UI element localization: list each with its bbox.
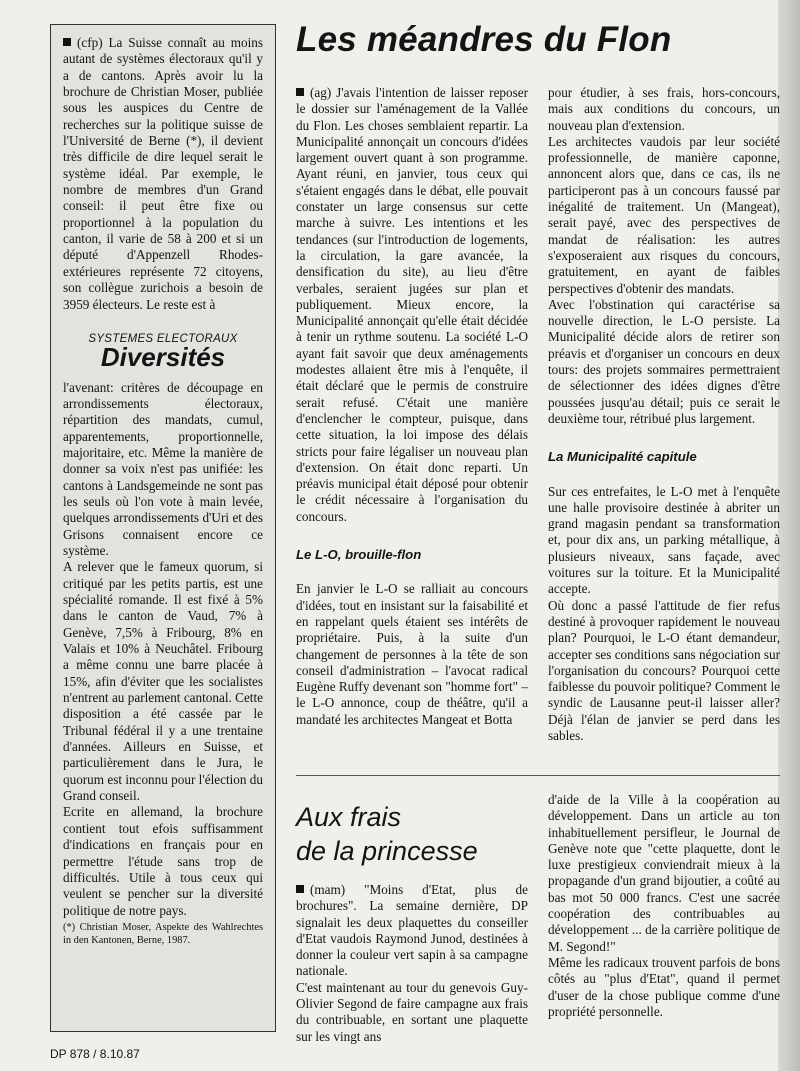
sidebar-intro: (cfp) La Suisse connaît au moins autant de systèmes électoraux qu'il y a de cantons. Après avoir lu la brochure de Christian Moser, publiée sous les auspices du Centre de recherches sur la politique suisse de l'Université de Berne (*), il devient très difficile de dire lequel serait le système idéal. Par exemple, le nombre de membres d'un Grand conseil: il peut être fixe ou proportionnel à la population du canton, il varie de 58 à 200 et si un député d'Appenzell Rhodes-extérieures représente 72 citoyens, son collègue zurichois a besoin de 3959 électeurs. Le reste est à xyxy=(63,35,263,312)
sidebar-paragraph: Ecrite en allemand, la brochure contient tout efois suffisamment d'indications en français pour en permettre l'étude sans trop de difficultés. Utile à tous ceux qui veulent se pencher sur la diversité politique de notre pays. xyxy=(63,804,263,918)
article-paragraph: Les architectes vaudois par leur société professionnelle, de manière caponne, annoncent alors que, dans ce cas, ils ne participeront pas à un concours faussé par inégalité de traitement. Un (Mangeat), serait payé, avec des perspectives de mandat de réalisation: les autres s'exposeraient aux risques du concours, gratuitement, en ayant de faibles perspectives d'obtenir des mandats. xyxy=(548,133,780,296)
article1-column-2 xyxy=(548,85,780,744)
sidebar-footnote: (*) Christian Moser, Aspekte des Wahlrechtes in den Kantonen, Berne, 1987. xyxy=(63,921,263,946)
title-line: Aux frais xyxy=(296,802,402,832)
sidebar-kicker: SYSTEMES ELECTORAUX xyxy=(88,332,238,345)
sidebar-box xyxy=(50,24,276,1032)
article-paragraph: Avec l'obstination qui caractérise sa nouvelle direction, le L-O persiste. La Municipalité décide alors de retirer son préavis et d'organiser un concours en deux tours: des projets sommaires permettraient de sélectionner des idées dignes d'être poussées jusqu'au détail; puis ce serait le deuxième tour, rétribué plus largement. xyxy=(548,296,780,426)
article1-column-1 xyxy=(296,85,528,728)
sidebar-paragraph: A relever que le fameux quorum, si critiqué par les petits partis, est une spécialité romande. Il est fixé à 5% dans le canton de Vaud, 7% à Genève, 7,5% à Fribourg, 8% en Valais et 10% à Neuchâtel. Fribourg a même connu une barre placée à 15%, afin d'éviter que les socialistes n'entrent au parlement cantonal. Cette disposition a été cassée par le Tribunal fédéral il y a une trentaine d'années. Ailleurs en Suisse, et particulièrement dans le Jura, le quorum est inconnu pour l'élection du Grand conseil. xyxy=(63,559,263,804)
bullet-square-icon xyxy=(63,38,71,46)
article-paragraph: (ag) J'avais l'intention de laisser reposer le dossier sur l'aménagement de la Vallée du Flon. Les choses semblaient repartir. La Municipalité annonçait un concours d'idées largement ouvert quant à son programme. Ayant réuni, en janvier, tous ceux qui s'étaient engagés dans le débat, elle pouvait constater un large consensus sur cette marche à suivre. Les intentions et les tendances (sur l'introduction de logements, la circulation, la gare avancée, la densification du site), au lieu d'être verbales, seraient jugées sur plan et publiquement. Mieux encore, la Municipalité annonçait qu'elle était décidée à tenir un rythme soutenu. La société L-O ayant fait savoir que deux aménagements modestes allaient être mis à l'enquête, il était déclaré que le permis de construire serait refusé. C'était une manière d'enclencher le compteur, puisque, dans cette situation, la loi impose des délais stricts pour faire légaliser un nouveau plan d'extension. On était donc reparti. Un préavis municipal était déposé pour obtenir le crédit nécessaire à l'organisation du concours. xyxy=(296,85,528,524)
article-paragraph: Où donc a passé l'attitude de fier refus destiné à provoquer rapidement le nouveau plan? Pourquoi, le L-O étant demandeur, accepter ses conditions sans négociation sur l'organisation du concours? Pourquoi cette faiblesse du pouvoir politique? Comment le syndic de Lausanne peut-il laisser aller? Déjà l'élan de janvier se perd dans les sables. xyxy=(548,597,780,743)
scan-page-edge xyxy=(778,0,800,1071)
article-paragraph: En janvier le L-O se ralliait au concours d'idées, tout en insistant sur la faisabilité et en rappelant quels étaient ses intérêts de propriétaire. Puis, à la suite d'un changement de personnes à la tête de son conseil d'administration – l'avocat radical Eugène Ruffy devenant son "homme fort" – le L-O annonce, coup de théâtre, qu'il a mandaté les architectes Mangeat et Botta xyxy=(296,581,528,727)
article-paragraph: (mam) "Moins d'Etat, plus de brochures". La semaine dernière, DP signalait les deux plaquettes du conseiller d'Etat vaudois Raymond Junod, destinées à donner la couleur vert sapin à sa campagne nationale. xyxy=(296,882,528,979)
subhead-brouille-flon: Le L-O, brouille-flon xyxy=(296,547,422,563)
sidebar-title: Diversités xyxy=(100,342,226,373)
subhead-municipalite-capitule: La Municipalité capitule xyxy=(548,449,697,465)
bullet-square-icon xyxy=(296,88,304,96)
page-footer: DP 878 / 8.10.87 xyxy=(50,1047,140,1061)
article2-column-1 xyxy=(296,882,528,1045)
article-paragraph: C'est maintenant au tour du genevois Guy-Olivier Segond de faire campagne aux frais du contribuable, en sortant une plaquette sur les vingt ans xyxy=(296,979,528,1044)
article-paragraph: Même les radicaux trouvent parfois de bons côtés au "plus d'Etat", quand il permet d'user de la chose publique comme d'une propriété personnelle. xyxy=(548,954,780,1019)
sidebar-paragraph: l'avenant: critères de découpage en arrondissements électoraux, répartition des mandats, cumul, apparentements, proportionnelle, majoritaire, etc. Même la manière de donner sa voix n'est pas unifiée: les cantons à Landsgemeinde ne sont pas les seuls où l'on vote à main levée, quelques arrondissements d'Uri et des Grisons connaisent encore ce système. xyxy=(63,379,263,558)
article2-column-2 xyxy=(548,792,780,1020)
bullet-square-icon xyxy=(296,885,304,893)
article-paragraph: pour étudier, à ses frais, hors-concours, mais aux conditions du concours, un nouveau plan d'extension. xyxy=(548,85,780,133)
article-title-princesse xyxy=(296,800,478,868)
article-paragraph: d'aide de la Ville à la coopération au développement. Dans un article au ton inhabituellement persifleur, le Journal de Genève note que "cette plaquette, dont le luxe prestigieux conviendrait mieux à la propagande d'un grand bijoutier, a coûté au bas mot 50 000 francs. C'est une sacrée coopération des contribuables au développement ... de la carrière politique de M. Segond!" xyxy=(548,792,780,954)
article-title-flon: Les méandres du Flon xyxy=(296,20,672,59)
title-line: de la princesse xyxy=(296,836,478,866)
section-divider xyxy=(296,775,780,776)
article-paragraph: Sur ces entrefaites, le L-O met à l'enquête une halle provisoire destinée à abriter un grand magasin pendant sa transformation et, pour dix ans, un parking métallique, à plusieurs niveaux, sans façade, avec voitures sur la toiture. Et la Municipalité accepte. xyxy=(548,483,780,597)
